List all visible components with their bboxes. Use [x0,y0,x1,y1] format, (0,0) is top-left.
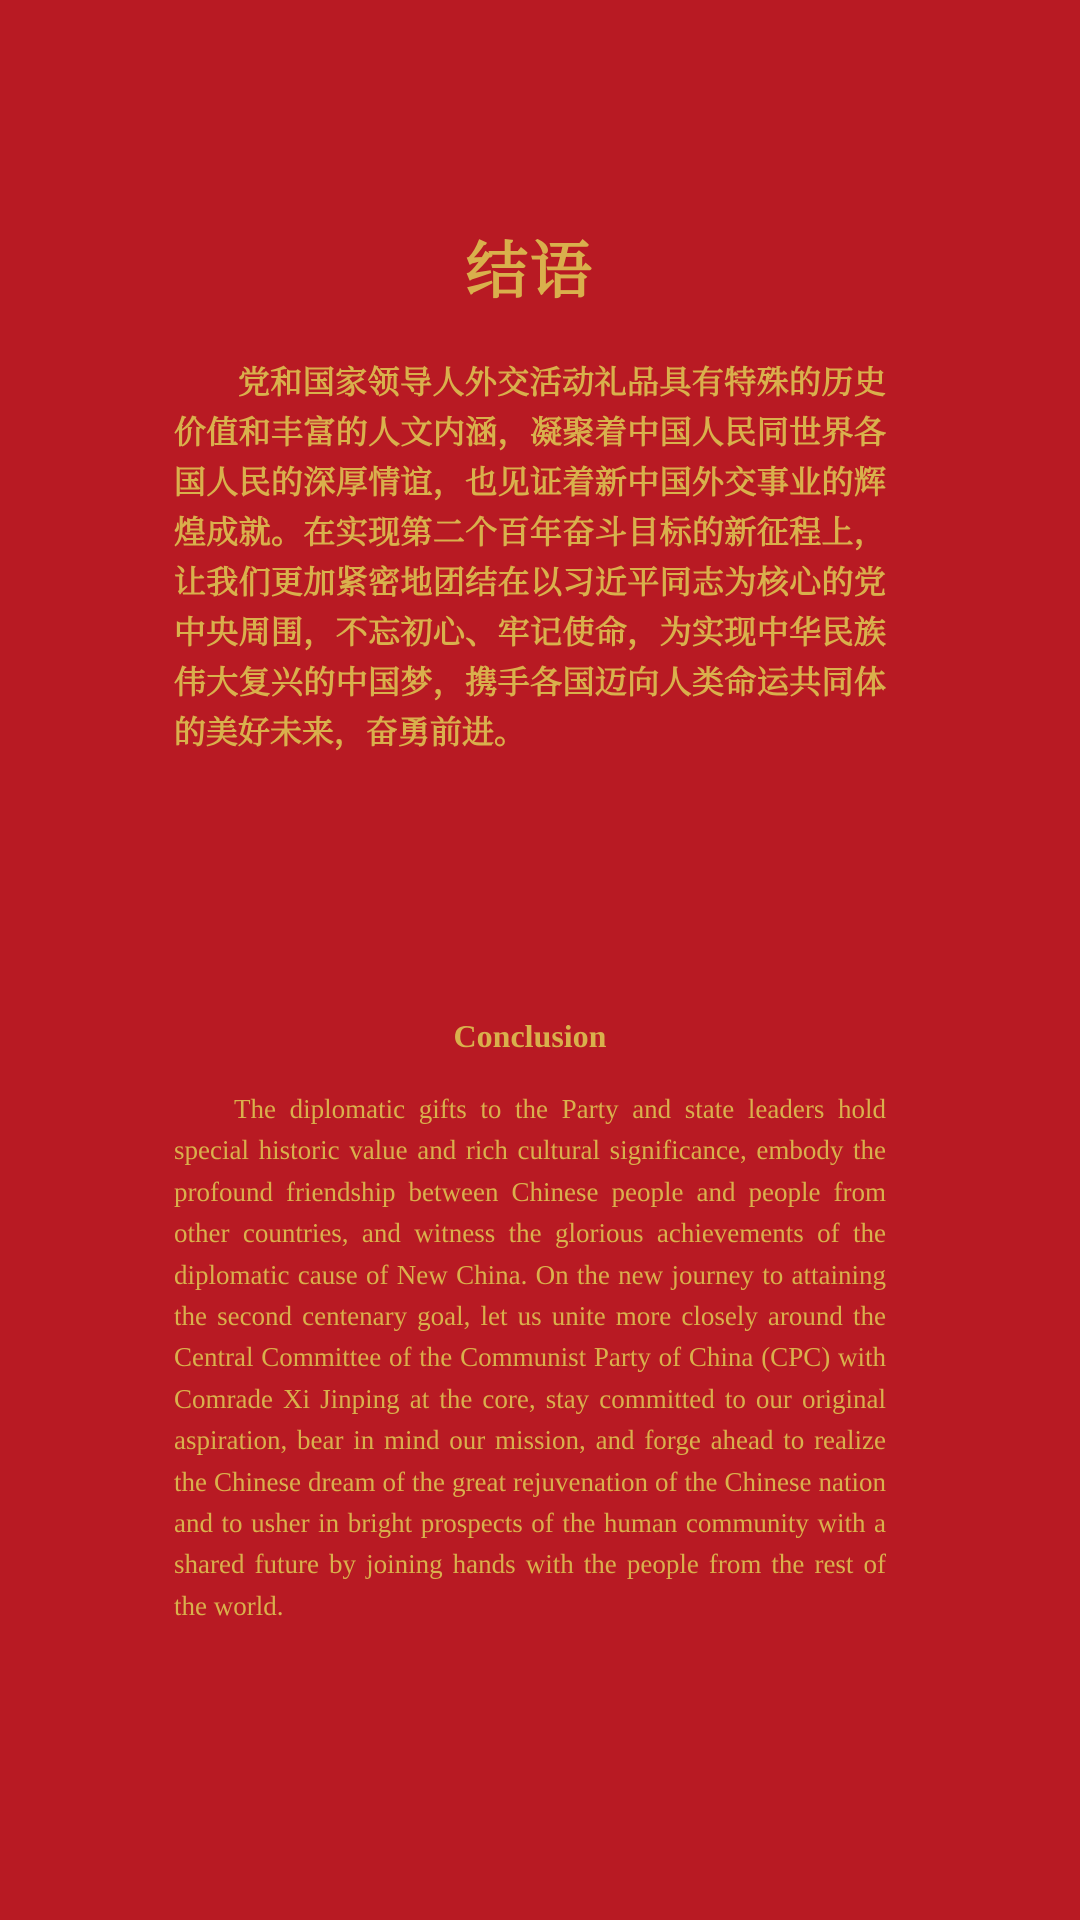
english-conclusion-section [174,1020,886,1627]
chinese-conclusion-section [174,234,886,757]
english-conclusion-paragraph: The diplomatic gifts to the Party and state leaders hold special historic value and rich cultural significance, embody the profound friendship between Chinese people and people from other countries, and witness the glorious achievements of the diplomatic cause of New China. On the new journey to attaining the second centenary goal, let us unite more closely around the Central Committee of the Communist Party of China (CPC) with Comrade Xi Jinping at the core, stay committed to our original aspiration, bear in mind our mission, and forge ahead to realize the Chinese dream of the great rejuvenation of the Chinese nation and to usher in bright prospects of the human community with a shared future by joining hands with the people from the rest of the world. [174,1094,886,1621]
chinese-conclusion-title: 结语 [465,234,594,307]
chinese-conclusion-paragraph: 党和国家领导人外交活动礼品具有特殊的历史价值和丰富的人文内涵，凝聚着中国人民同世界各国人民的深厚情谊，也见证着新中国外交事业的辉煌成就。在实现第二个百年奋斗目标的新征程上，让我们更加紧密地团结在以习近平同志为核心的党中央周围，不忘初心、牢记使命，为实现中华民族伟大复兴的中国梦，携手各国迈向人类命运共同体的美好未来，奋勇前进。 [174,363,886,751]
english-conclusion-title: Conclusion [453,1018,607,1054]
